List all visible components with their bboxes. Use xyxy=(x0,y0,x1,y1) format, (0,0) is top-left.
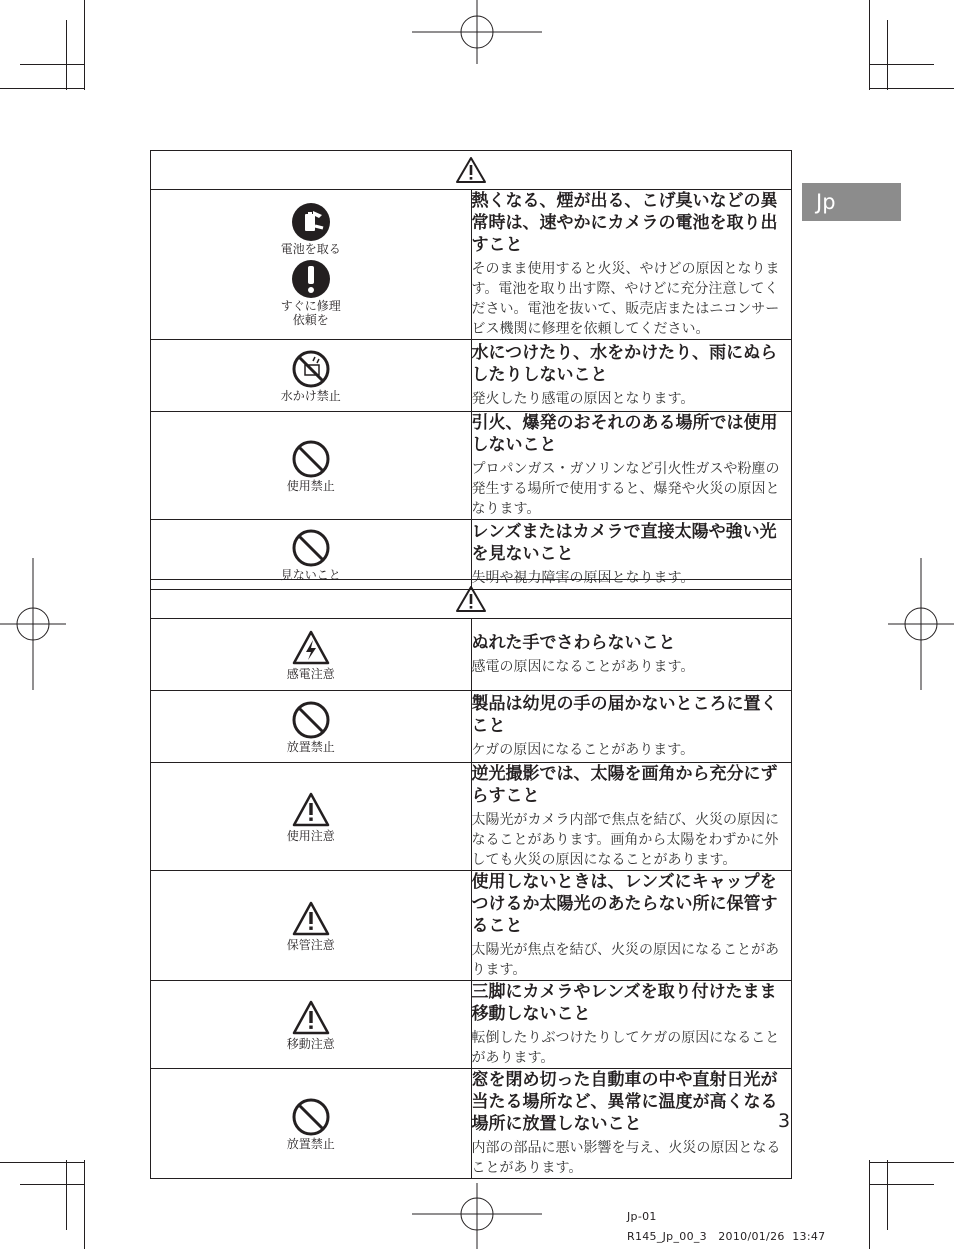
prohibition-icon xyxy=(291,528,331,568)
warning-table xyxy=(150,150,792,590)
warning-title: 熱くなる、煙が出る、こげ臭いなどの異常時は、速やかにカメラの電池を取り出すこと xyxy=(471,191,778,255)
crop-mark xyxy=(20,64,84,65)
crop-mark xyxy=(66,1160,67,1230)
exclamation-icon xyxy=(291,259,331,299)
warning-title: 水につけたり、水をかけたり、雨にぬらしたりしないこと xyxy=(471,343,778,385)
crop-mark xyxy=(20,1184,84,1185)
caution-title: 使用しないときは、レンズにキャップをつけるか太陽光のあたらない所に保管すること xyxy=(471,872,778,936)
caution-description: ケガの原因になることがあります。 xyxy=(471,742,695,758)
crop-mark xyxy=(887,20,888,90)
crop-mark xyxy=(84,0,85,90)
crop-mark xyxy=(0,1162,84,1163)
caution-row xyxy=(151,763,792,871)
caution-text-cell xyxy=(471,691,792,763)
no-water-icon xyxy=(291,349,331,389)
prohibition-icon xyxy=(291,439,331,479)
prohibition-icon xyxy=(291,1097,331,1137)
icon-label: 放置禁止 xyxy=(286,739,335,754)
crop-mark xyxy=(870,64,934,65)
warning-description: プロパンガス・ガソリンなど引火性ガスや粉塵の発生する場所で使用すると、爆発や火災の原因となります。 xyxy=(471,461,780,517)
caution-triangle-icon xyxy=(291,900,331,938)
warning-triangle-icon xyxy=(455,156,487,184)
caution-title: ぬれた手でさわらないこと xyxy=(471,633,676,653)
registration-mark-left xyxy=(0,558,66,690)
warning-row xyxy=(151,340,792,412)
warning-description: そのまま使用すると火災、やけどの原因となります。電池を取り出す際、やけどに充分注意してください。電池を抜いて、販売店またはニコンサービス機関に修理を依頼してください。 xyxy=(471,261,780,337)
language-tab: Jp xyxy=(802,183,901,221)
warning-title: レンズまたはカメラで直接太陽や強い光を見ないこと xyxy=(471,522,777,564)
caution-title: 窓を閉め切った自動車の中や直射日光が当たる場所など、異常に温度が高くなる場所に放置しないこと xyxy=(471,1070,778,1134)
warning-description: 失明や視力障害の原因となります。 xyxy=(471,570,695,586)
prohibition-icon xyxy=(291,700,331,740)
icon-label: すぐに修理依頼を xyxy=(280,299,341,327)
caution-text-cell xyxy=(471,619,792,691)
caution-icon-cell xyxy=(151,1069,472,1179)
caution-row xyxy=(151,981,792,1069)
icon-label: 感電注意 xyxy=(286,666,335,681)
icon-label: 見ないこと xyxy=(280,567,341,582)
warning-row xyxy=(151,412,792,520)
crop-mark xyxy=(66,20,67,90)
icon-label: 電池を取る xyxy=(280,242,341,256)
caution-header-row xyxy=(151,580,792,619)
caution-description: 内部の部品に悪い影響を与え、火災の原因となることがあります。 xyxy=(471,1140,781,1176)
warning-text-cell xyxy=(471,340,792,412)
caution-triangle-icon xyxy=(291,791,331,829)
crop-mark xyxy=(870,1162,954,1163)
crop-mark xyxy=(869,1160,870,1249)
caution-description: 転倒したりぶつけたりしてケガの原因になることがあります。 xyxy=(471,1030,780,1066)
warning-title: 引火、爆発のおそれのある場所では使用しないこと xyxy=(471,413,778,455)
caution-icon-cell xyxy=(151,691,472,763)
footer-code: Jp-01 xyxy=(627,1210,657,1223)
caution-row xyxy=(151,871,792,981)
warning-text-cell xyxy=(471,412,792,520)
crop-mark xyxy=(0,88,84,89)
icon-label: 水かけ禁止 xyxy=(280,388,341,403)
page-number: 3 xyxy=(778,1110,791,1132)
caution-icon-cell xyxy=(151,763,472,871)
registration-mark-top xyxy=(412,0,542,64)
crop-mark xyxy=(870,1184,934,1185)
caution-icon-cell xyxy=(151,619,472,691)
caution-icon-cell xyxy=(151,871,472,981)
caution-row xyxy=(151,619,792,691)
caution-table xyxy=(150,579,792,1179)
caution-text-cell xyxy=(471,763,792,871)
icon-label: 使用禁止 xyxy=(286,478,335,493)
caution-text-cell xyxy=(471,871,792,981)
caution-header xyxy=(151,580,792,619)
icon-label: 使用注意 xyxy=(286,828,335,843)
caution-row xyxy=(151,691,792,763)
warning-icon-cell xyxy=(151,190,472,340)
caution-text-cell xyxy=(471,1069,792,1179)
caution-row xyxy=(151,1069,792,1179)
caution-triangle-icon xyxy=(291,999,331,1037)
caution-triangle-icon xyxy=(455,585,487,613)
warning-description: 発火したり感電の原因となります。 xyxy=(471,391,695,407)
caution-text-cell xyxy=(471,981,792,1069)
warning-text-cell xyxy=(471,190,792,340)
caution-description: 太陽光がカメラ内部で焦点を結び、火災の原因になることがあります。画角から太陽をわずかに外しても火災の原因になることがあります。 xyxy=(471,812,779,868)
footer-file-info: R145_Jp_00_3 2010/01/26 13:47 xyxy=(627,1230,826,1243)
remove-battery-icon xyxy=(291,202,331,242)
warning-icon-cell xyxy=(151,412,472,520)
caution-title: 製品は幼児の手の届かないところに置くこと xyxy=(471,694,778,736)
caution-title: 逆光撮影では、太陽を画角から充分にずらすこと xyxy=(471,764,778,806)
caution-icon-cell xyxy=(151,981,472,1069)
warning-icon-cell xyxy=(151,340,472,412)
caution-description: 感電の原因になることがあります。 xyxy=(471,659,695,675)
crop-mark xyxy=(869,0,870,90)
icon-label: 保管注意 xyxy=(286,937,335,952)
icon-label: 放置禁止 xyxy=(286,1136,335,1151)
warning-header xyxy=(151,151,792,190)
crop-mark xyxy=(84,1160,85,1249)
caution-description: 太陽光が焦点を結び、火災の原因になることがあります。 xyxy=(471,942,779,978)
caution-title: 三脚にカメラやレンズを取り付けたまま移動しないこと xyxy=(471,982,777,1024)
crop-mark xyxy=(887,1160,888,1230)
warning-row xyxy=(151,190,792,340)
electric-shock-warning-icon xyxy=(291,629,331,667)
crop-mark xyxy=(870,88,954,89)
icon-label: 移動注意 xyxy=(286,1036,335,1051)
registration-mark-right xyxy=(888,558,954,690)
registration-mark-bottom xyxy=(412,1183,542,1249)
warning-header-row xyxy=(151,151,792,190)
